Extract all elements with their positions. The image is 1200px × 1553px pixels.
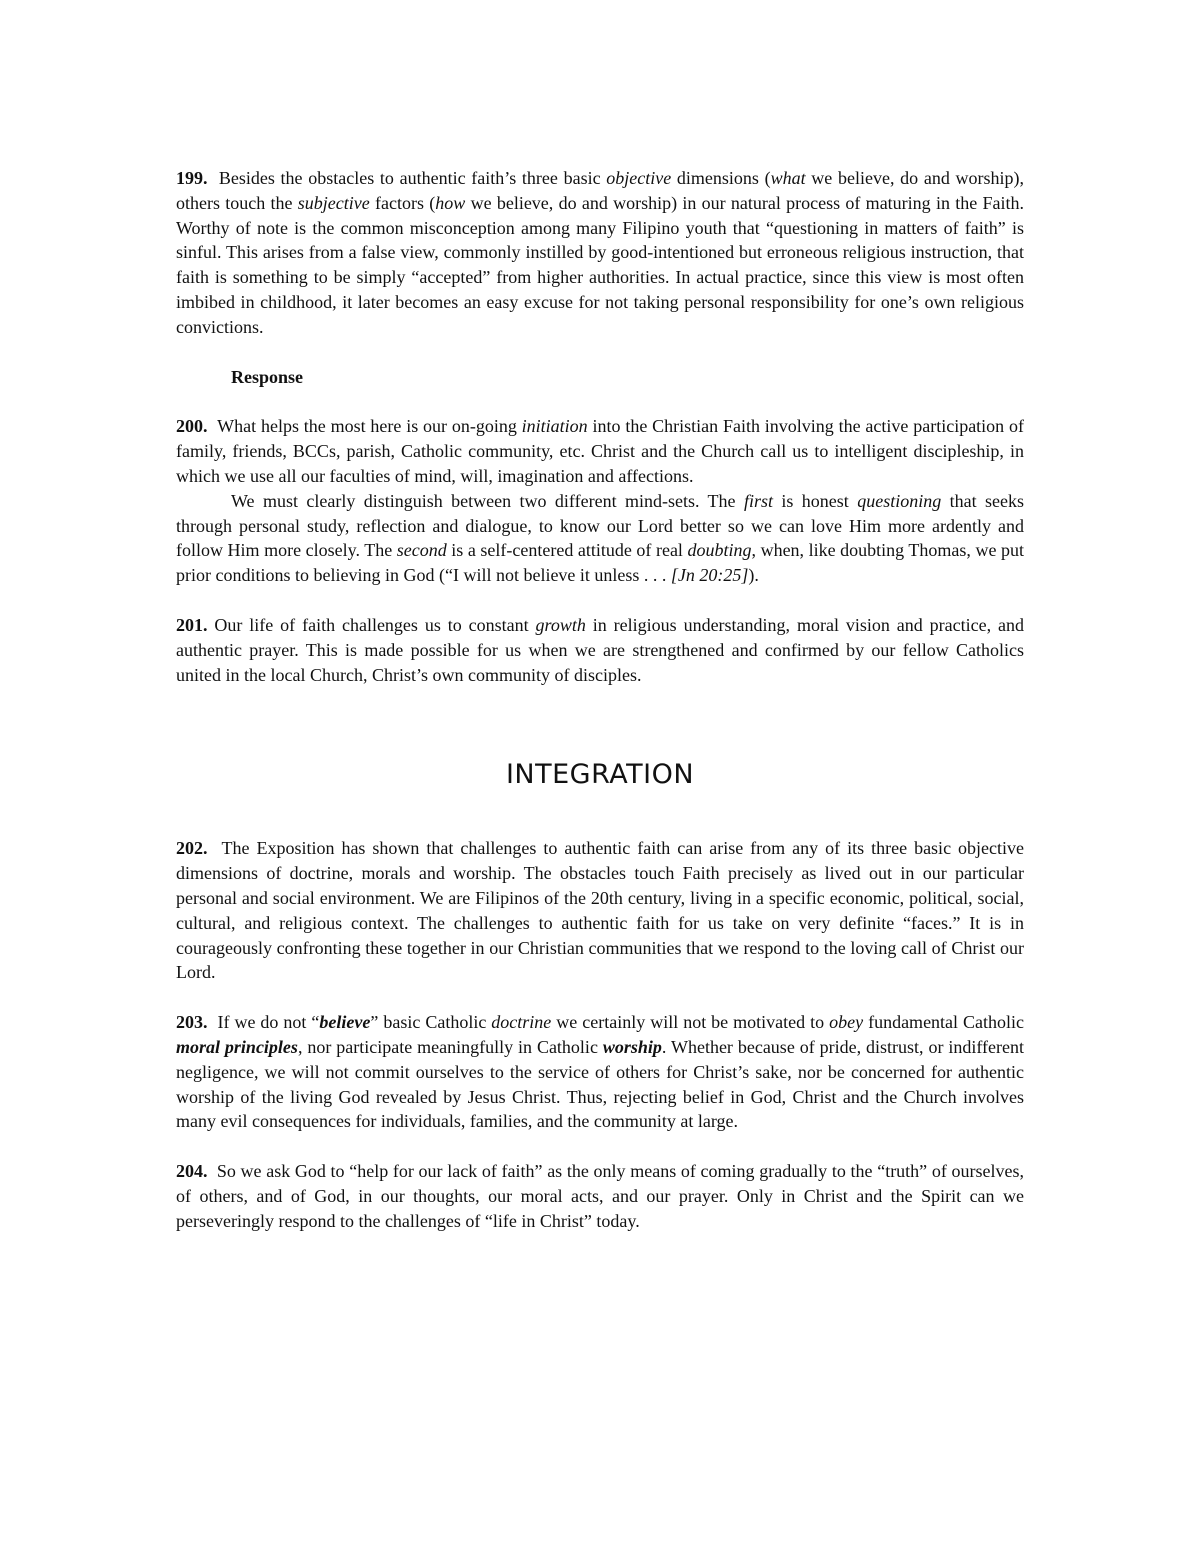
- text-run: , when, like doubting Thomas, we put prior conditions to believing in God (“I will not believe it unless . . .: [176, 540, 1024, 586]
- paragraph-number: 204.: [176, 1161, 208, 1182]
- section-title: INTEGRATION: [505, 759, 695, 791]
- paragraph-number: 200.: [176, 416, 208, 437]
- emphasis: doubting: [687, 540, 752, 561]
- paragraph-202: [176, 836, 1024, 985]
- emphasis: what: [770, 168, 806, 188]
- text-run: into the Christian Faith involving the active participation of family, friends, BCCs, parish, Catholic community, etc. Christ and the Church call us to intelligent discipleship, in which we use all our faculties of mind, will, imagination and affections.: [176, 416, 1024, 486]
- text-run: Besides the obstacles to authentic faith’s three basic: [218, 168, 607, 188]
- text-run: is a self-centered attitude of real: [446, 540, 688, 561]
- emphasis: doctrine: [491, 1012, 552, 1033]
- emphasis: obey: [829, 1012, 864, 1033]
- paragraph-199: [176, 166, 1024, 340]
- emphasis: subjective: [297, 192, 370, 213]
- text-run: So we ask God to “help for our lack of faith” as the only means of coming gradually to the “truth” of ourselves, of others, and of God, in our thoughts, our moral acts, and our prayer. Only in Christ and the Spirit can we perseveringly respond to the challenges of “life in Christ” today.: [176, 1161, 1025, 1231]
- text-run: . Whether because of pride, distrust, or indifferent negligence, we will not commit ourselves to the service of others for Christ’s sake, nor be concerned for authentic worship of the living God revealed by Jesus Christ. Thus, rejecting belief in God, Christ and the Church involves many evil consequences for individuals, families, and the community at large.: [176, 1036, 1024, 1132]
- text-run: Our life of faith challenges us to constant: [207, 614, 536, 635]
- paragraph-200: [176, 414, 1024, 488]
- text-run: dimensions (: [671, 168, 771, 188]
- text-run: The Exposition has shown that challenges to authentic faith can arise from any of its three basic objective dimensions of doctrine, morals and worship. The obstacles touch Faith precisely as lived out in our particular personal and social environment. We are Filipinos of the 20th century, living in a specific economic, political, social, cultural, and religious context. The challenges to authentic faith for us take on very definite “faces.” It is in courageously confronting these together in our Christian communities that we respond to the loving call of Christ our Lord.: [176, 838, 1025, 983]
- text-run: If we do not “: [217, 1012, 320, 1033]
- text-run: that seeks through personal study, reflection and dialogue, to know our Lord better so we can love Him more ardently and follow Him more closely. The: [176, 490, 1024, 561]
- response-heading: Response: [231, 366, 304, 387]
- page-content: [176, 166, 1024, 1234]
- paragraph-201: [176, 613, 1024, 687]
- text-run: fundamental Catholic: [863, 1012, 1025, 1033]
- citation: [Jn 20:25]: [670, 565, 749, 586]
- text-run: What helps the most here is our on-going: [217, 416, 522, 437]
- text-run: we believe, do and worship), others touch the: [176, 168, 1024, 213]
- paragraph-number: 202.: [176, 838, 208, 859]
- emphasis: questioning: [857, 490, 942, 511]
- text-run: We must clearly distinguish between two different mind-sets. The: [231, 490, 744, 511]
- emphasis: growth: [535, 614, 586, 635]
- emphasis: first: [743, 490, 773, 511]
- strong-emphasis: worship: [602, 1036, 662, 1057]
- strong-emphasis: moral principles: [176, 1036, 298, 1057]
- text-run: in religious understanding, moral vision and practice, and authentic prayer. This is made possible for us when we are strengthened and confirmed by our fellow Catholics united in the local Church, Christ’s own community of disciples.: [176, 614, 1024, 685]
- spacer: [176, 985, 1024, 1010]
- text-run: is honest: [772, 490, 858, 511]
- text-run: we believe, do and worship) in our natural process of maturing in the Faith. Worthy of note is the common misconception among many Filipino youth that “questioning in matters of faith” is sinful. This arises from a false view, commonly instilled by good-intentioned but erroneous religious instruction, that faith is something to be simply “accepted” from higher authorities. In actual practice, since this view is most often imbibed in childhood, it later becomes an easy excuse for not taking personal responsibility for one’s own religious convictions.: [176, 192, 1024, 337]
- paragraph-number: 203.: [176, 1012, 208, 1033]
- emphasis: initiation: [521, 416, 588, 437]
- spacer: [176, 588, 1024, 613]
- emphasis: second: [396, 540, 447, 561]
- text-run: factors (: [369, 192, 436, 213]
- spacer: [176, 389, 1024, 414]
- emphasis: how: [435, 192, 466, 213]
- emphasis: objective: [606, 168, 672, 188]
- spacer: [176, 1134, 1024, 1159]
- section-spacer: [176, 792, 1024, 836]
- text-run: ).: [748, 565, 759, 586]
- text-run: we certainly will not be motivated to: [551, 1012, 830, 1033]
- spacer: [176, 340, 1024, 365]
- paragraph-number: 199.: [176, 168, 208, 188]
- text-run: ” basic Catholic: [370, 1012, 492, 1033]
- paragraph-200-continued: [176, 489, 1024, 588]
- paragraph-number: 201.: [176, 614, 208, 635]
- strong-emphasis: believe: [319, 1012, 371, 1033]
- section-spacer: [176, 687, 1024, 758]
- text-run: , nor participate meaningfully in Catholic: [297, 1036, 603, 1057]
- paragraph-203: [176, 1010, 1024, 1134]
- paragraph-204: [176, 1159, 1024, 1233]
